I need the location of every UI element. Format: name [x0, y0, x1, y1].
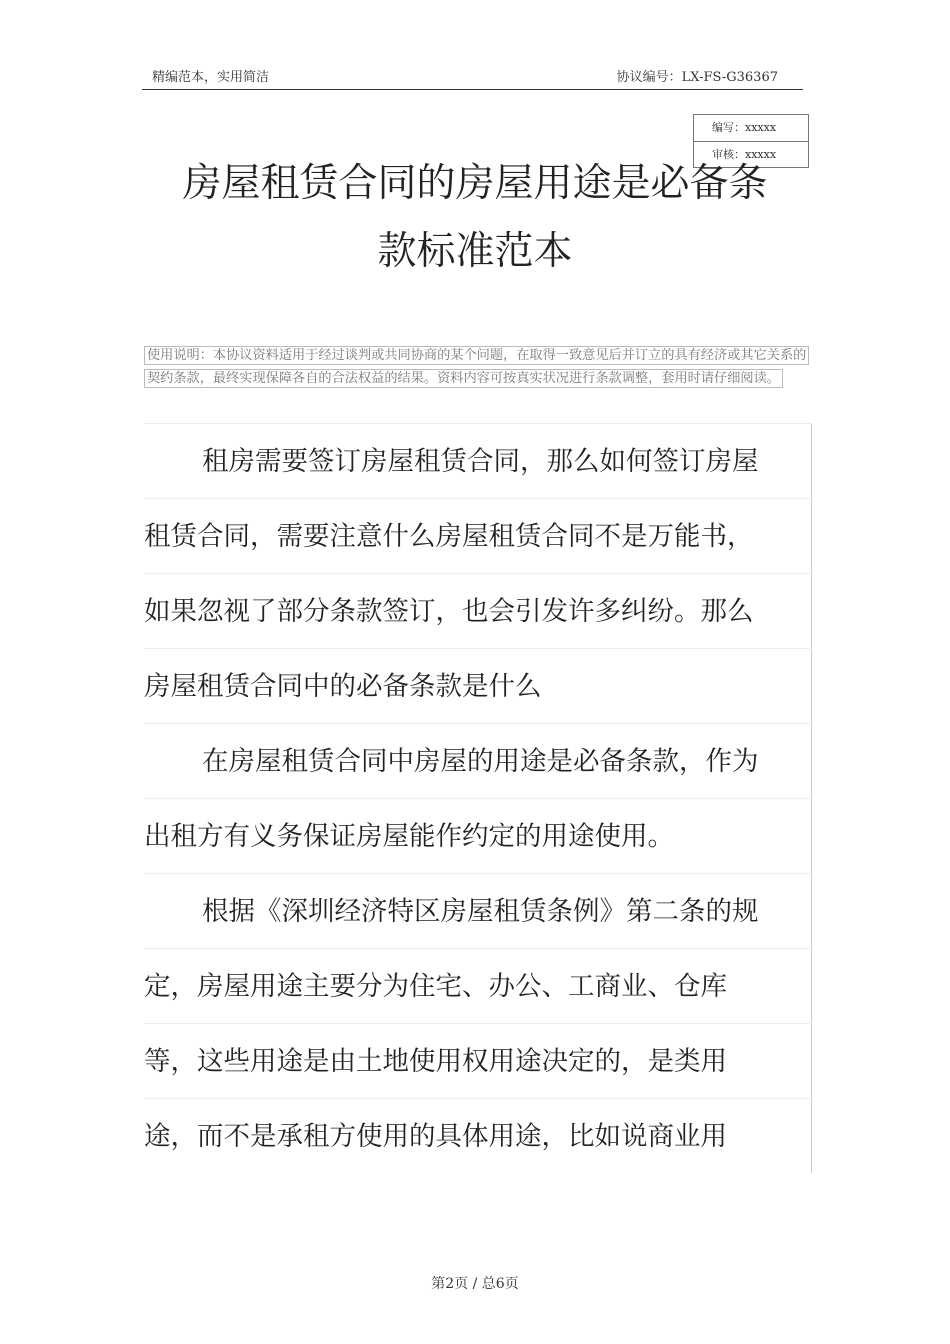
body-line: 等，这些用途是由土地使用权用途决定的，是类用 — [144, 1023, 812, 1098]
body-line: 房屋租赁合同中的必备条款是什么 — [144, 648, 812, 723]
author-field: 编写：xxxxx — [712, 121, 777, 134]
reviewer-field: 审核：xxxxx — [694, 141, 808, 167]
header-divider — [142, 89, 803, 90]
body-line: 租赁合同，需要注意什么房屋租赁合同不是万能书， — [144, 498, 812, 573]
body-line: 出租方有义务保证房屋能作约定的用途使用。 — [144, 798, 812, 873]
page-footer: 第2页 / 总6页 — [431, 1276, 519, 1292]
body-line: 在房屋租赁合同中房屋的用途是必备条款，作为 — [144, 723, 812, 798]
body-line: 定，房屋用途主要分为住宅、办公、工商业、仓库 — [144, 948, 812, 1023]
document-body — [144, 423, 812, 1173]
body-line: 如果忽视了部分条款签订，也会引发许多纠纷。那么 — [144, 573, 812, 648]
document-title — [142, 150, 808, 286]
body-line: 根据《深圳经济特区房屋租赁条例》第二条的规 — [144, 873, 812, 948]
usage-notice-text: 使用说明：本协议资料适用于经过谈判或共同协商的某个问题，在取得一致意见后并订立的具有经济或其它关系的契约条款，最终实现保障各自的合法权益的结果。资料内容可按真实状况进行条款调整，套用时请仔细阅读。 — [144, 346, 809, 388]
title-line-1: 房屋租赁合同的房屋用途是必备条 — [182, 161, 768, 206]
body-line: 途，而不是承租方使用的具体用途，比如说商业用 — [144, 1098, 812, 1173]
document-number: 协议编号：LX-FS-G36367 — [616, 70, 778, 85]
title-line-2: 款标准范本 — [377, 229, 573, 274]
page-header-left: 精编范本，实用简洁 — [152, 70, 270, 85]
usage-notice — [144, 344, 812, 390]
body-line: 租房需要签订房屋租赁合同，那么如何签订房屋 — [144, 423, 812, 498]
